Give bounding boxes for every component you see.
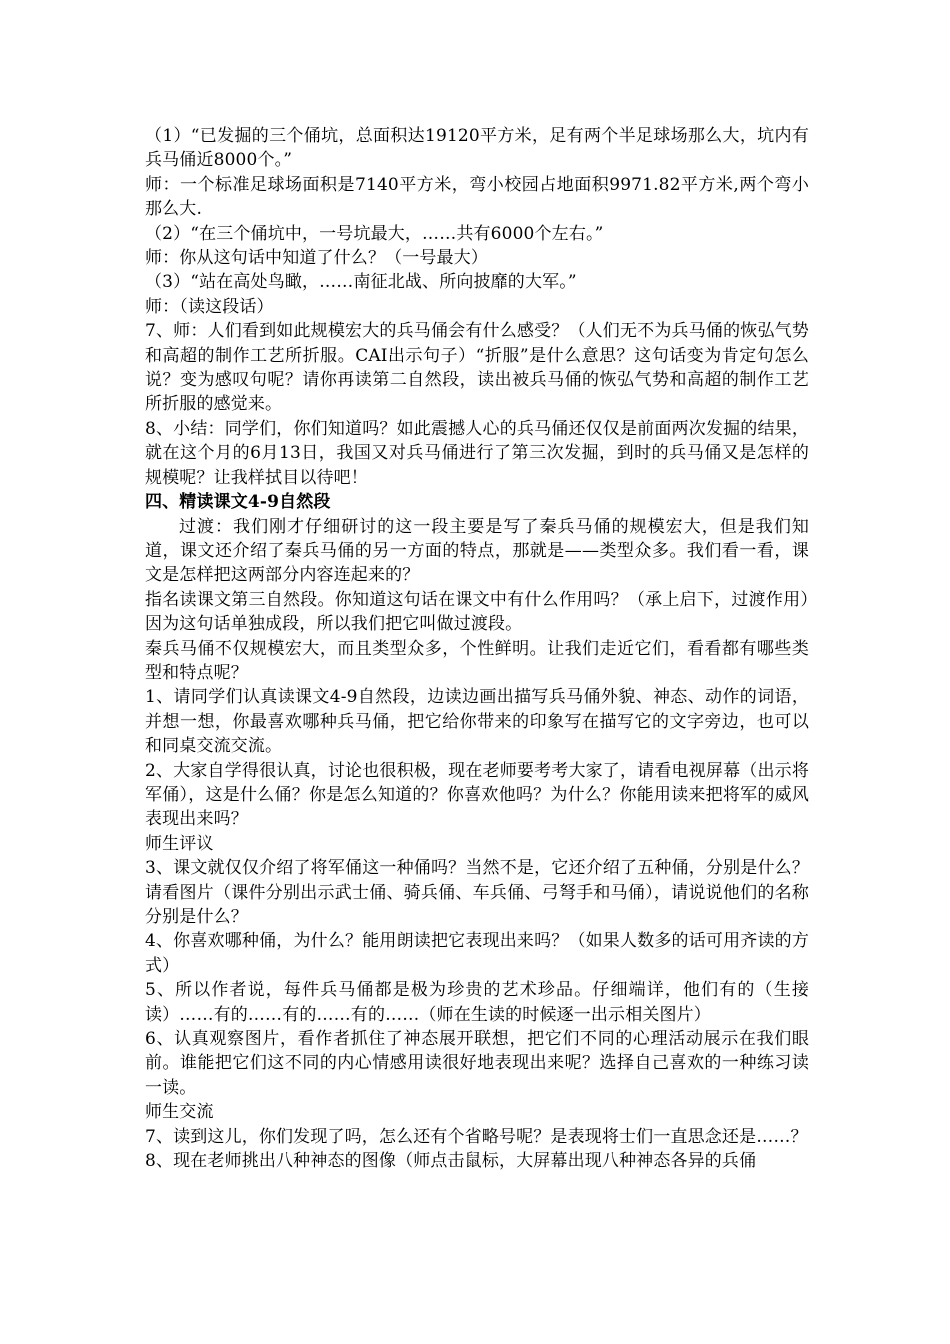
transition-paragraph-role: 指名读课文第三自然段。你知道这句话在课文中有什么作用吗？（承上启下，过渡作用）因为这句话单独成段，所以我们把它叫做过渡段。: [145, 589, 809, 635]
step-3-five-types: 3、课文就仅仅介绍了将军俑这一种俑吗？当然不是，它还介绍了五种俑，分别是什么？请看图片（课件分别出示武士俑、骑兵俑、车兵俑、弓弩手和马俑），请说说他们的名称分别是什么？: [145, 858, 809, 927]
teacher-student-review: 师生评议: [145, 833, 214, 854]
quote-paragraph-3: （3）“站在高处鸟瞰，……南征北战、所向披靡的大军。”: [145, 272, 577, 293]
step-5-art-treasures: 5、所以作者说，每件兵马俑都是极为珍贵的艺术珍品。仔细端详，他们有的（生接读）……有的……有的……有的……（师在生读的时候逐一出示相关图片）: [145, 980, 809, 1025]
step-7-feeling: 7、师：人们看到如此规模宏大的兵马俑会有什么感受？（人们无不为兵马俑的恢弘气势和高超的制作工艺所折服。CAI出示句子）“折服”是什么意思？这句话变为肯定句怎么说？变为感叹句呢？请你再读第二自然段，读出被兵马俑的恢弘气势和高超的制作工艺所折服的感觉来。: [145, 321, 809, 415]
teacher-note-football-field: 师：一个标准足球场面积是7140平方米，弯小校园占地面积9971.82平方米,两个弯小那么大.: [145, 174, 809, 220]
quote-paragraph-1: （1）“已发掘的三个俑坑，总面积达19120平方米，足有两个半足球场那么大，坑内有兵马俑近8000个。”: [145, 126, 809, 171]
step-4-favorite: 4、你喜欢哪种俑，为什么？能用朗读把它表现出来吗？（如果人数多的话可用齐读的方式）: [145, 931, 809, 976]
teacher-student-exchange: 师生交流: [145, 1102, 214, 1123]
quote-paragraph-2: （2）“在三个俑坑中，一号坑最大，……共有6000个左右。”: [145, 223, 604, 244]
step-7-ellipsis: 7、读到这儿，你们发现了吗，怎么还有个省略号呢？是表现将士们一直思念还是……？: [145, 1126, 808, 1147]
step-8-summary: 8、小结：同学们，你们知道吗？如此震撼人心的兵马俑还仅仅是前面两次发掘的结果，就在这个月的6月13日，我国又对兵马俑进行了第三次发掘，到时的兵马俑又是怎样的规模呢？让我样拭目以待吧！: [145, 418, 809, 488]
step-1-reading: 1、请同学们认真读课文4-9自然段，边读边画出描写兵马俑外貌、神态、动作的词语，并想一想，你最喜欢哪种兵马俑，把它给你带来的印象写在描写它的文字旁边，也可以和同桌交流交流。: [145, 687, 809, 757]
document-page: [145, 124, 809, 1173]
step-8-eight-expressions: 8、现在老师挑出八种神态的图像（师点击鼠标，大屏幕出现八种神态各异的兵俑: [145, 1151, 757, 1172]
teacher-question-pit-one: 师：你从这句话中知道了什么？（一号最大）: [145, 248, 488, 269]
step-2-general: 2、大家自学得很认真，讨论也很积极，现在老师要考考大家了，请看电视屏幕（出示将军俑），这是什么俑？你是怎么知道的？你喜欢他吗？为什么？你能用读来把将军的威风表现出来吗？: [145, 760, 809, 830]
step-6-observe: 6、认真观察图片，看作者抓住了神态展开联想，把它们不同的心理活动展示在我们眼前。谁能把它们这不同的内心情感用读很好地表现出来呢？选择自己喜欢的一种练习读一读。: [145, 1029, 809, 1098]
types-intro-paragraph: 秦兵马俑不仅规模宏大，而且类型众多，个性鲜明。让我们走近它们，看看都有哪些类型和特点呢？: [145, 638, 809, 683]
transition-paragraph: 过渡：我们刚才仔细研讨的这一段主要是写了秦兵马俑的规模宏大，但是我们知道，课文还介绍了秦兵马俑的另一方面的特点，那就是——类型众多。我们看一看，课文是怎样把这两部分内容连起来的？: [145, 516, 809, 586]
teacher-read-instruction: 师：（读这段话）: [145, 296, 274, 317]
section-heading-4: 四、精读课文4-9自然段: [145, 492, 331, 513]
